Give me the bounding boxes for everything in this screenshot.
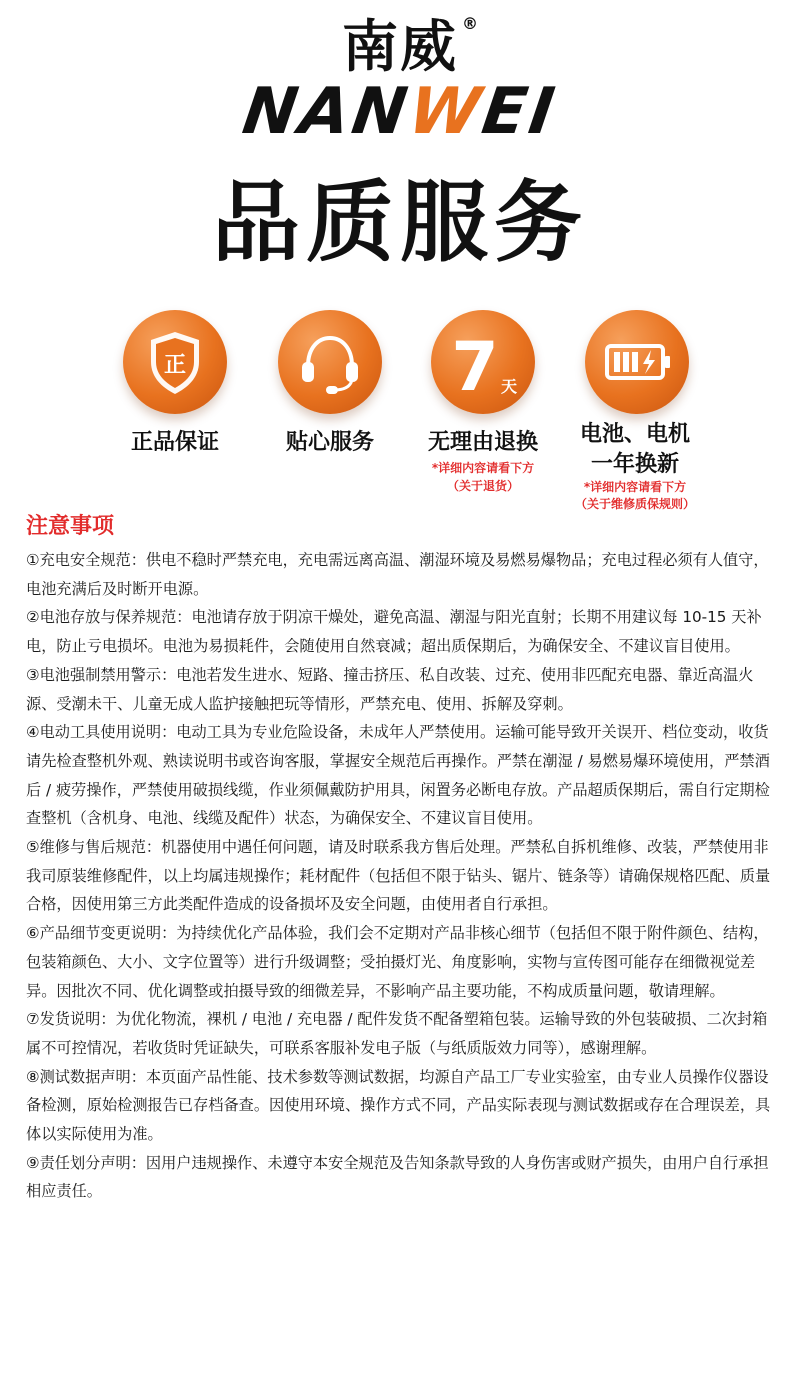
seven-day-number: 7 (451, 328, 499, 407)
feature-label-battery-line1: 电池、电机 (579, 422, 690, 447)
notice-item: ⑦发货说明：为优化物流，裸机 / 电池 / 充电器 / 配件发货不配备塑箱包装。运输导致的外包装破损、二次封箱属不可控情况，若收货时凭证缺失，可联系客服补发电子版（与纸质版效力同等），感谢理解。 (26, 1010, 768, 1057)
shield-icon (123, 310, 227, 414)
seven-day-icon (431, 310, 535, 414)
seven-day-unit: 天 (500, 377, 518, 396)
notice-item: ③电池强制禁用警示：电池若发生进水、短路、撞击挤压、私自改装、过充、使用非匹配充电器、靠近高温火源、受潮未干、儿童无成人监护接触把玩等情形，严禁充电、使用、拆解及穿刺。 (26, 665, 754, 713)
logo-en-w: W (404, 75, 489, 149)
feature-label-return: 无理由退换 (427, 430, 538, 455)
logo-en-prefix: NAN (238, 75, 415, 149)
notice-item: ⑤维修与售后规范：机器使用中遇任何问题，请及时联系我方售后处理。严禁私自拆机维修、改装，严禁使用非我司原装维修配件，以上均属违规操作；耗材配件（包括但不限于钻头、锯片、链条等）请确保规格匹配、质量合格，因使用第三方此类配件造成的设备损坏及安全问题，由使用者自行承担。 (26, 838, 771, 914)
notice-item: ①充电安全规范：供电不稳时严禁充电，充电需远离高温、潮湿环境及易燃易爆物品；充电过程必须有人值守，电池充满后及时断开电源。 (26, 551, 769, 598)
logo-en-suffix: EI (477, 75, 562, 149)
registered-mark: ® (462, 14, 478, 33)
battery-note-line2: （关于维修质保规则） (574, 497, 695, 511)
notice-item: ⑨责任划分声明：因用户违规操作、未遵守本安全规范及告知条款导致的人身伤害或财产损失，由用户自行承担相应责任。 (26, 1153, 769, 1201)
logo-english (0, 75, 800, 149)
notice-item: ②电池存放与保养规范：电池请存放于阴凉干燥处，避免高温、潮湿与阳光直射；长期不用建议每 10-15 天补电，防止亏电损坏。电池为易损耗件，会随使用自然衰减；超出质保期后，为确保安全、不建议盲目使用。 (26, 608, 762, 656)
feature-label-genuine: 正品保证 (130, 430, 219, 455)
notice-item: ⑧测试数据声明：本页面产品性能、技术参数等测试数据，均源自产品工厂专业实验室，由专业人员操作仪器设备检测，原始检测报告已存档备查。因使用环境、操作方式不同，产品实际表现与测试数据或存在合理误差，具体以实际使用为准。 (26, 1067, 771, 1144)
battery-icon (585, 310, 689, 414)
notice-item: ④电动工具使用说明：电动工具为专业危险设备，未成年人严禁使用。运输可能导致开关误开、档位变动，收货请先检查整机外观、熟读说明书或咨询客服，掌握安全规范后再操作。严禁在潮湿 / 易燃易爆环境使用，严禁酒后 / 疲劳操作，严禁使用破损线缆，作业须佩戴防护用具，闲置务必断电存放。产品超质保期后，需自行定期检查整机（含机身、电池、线缆及配件）状态，为确保安全、不建议盲目使用。 (26, 723, 770, 828)
notice-item: ⑥产品细节变更说明：为持续优化产品体验，我们会不定期对产品非核心细节（包括但不限于附件颜色、结构，包装箱颜色、大小、文字位置等）进行升级调整；受拍摄灯光、角度影响，实物与宣传图可能存在细微视觉差异。因批次不同、优化调整或拍摄导致的细微差异，不影响产品主要功能，不构成质量问题，敬请理解。 (26, 924, 769, 1000)
notice-title: 注意事项 (26, 514, 115, 539)
return-note-line2: （关于退货） (446, 479, 519, 493)
battery-note-line1: *详细内容请看下方 (583, 480, 687, 494)
shield-badge-text: 正 (163, 353, 187, 378)
feature-label-service: 贴心服务 (285, 430, 374, 455)
page-title: 品质服务 (211, 171, 588, 274)
brand-logo (0, 12, 800, 149)
notice-list (26, 546, 778, 1206)
headset-icon (278, 310, 382, 414)
feature-label-battery-line2: 一年换新 (590, 452, 679, 477)
logo-chinese: 南威 (342, 15, 458, 80)
return-note-line1: *详细内容请看下方 (431, 461, 535, 475)
